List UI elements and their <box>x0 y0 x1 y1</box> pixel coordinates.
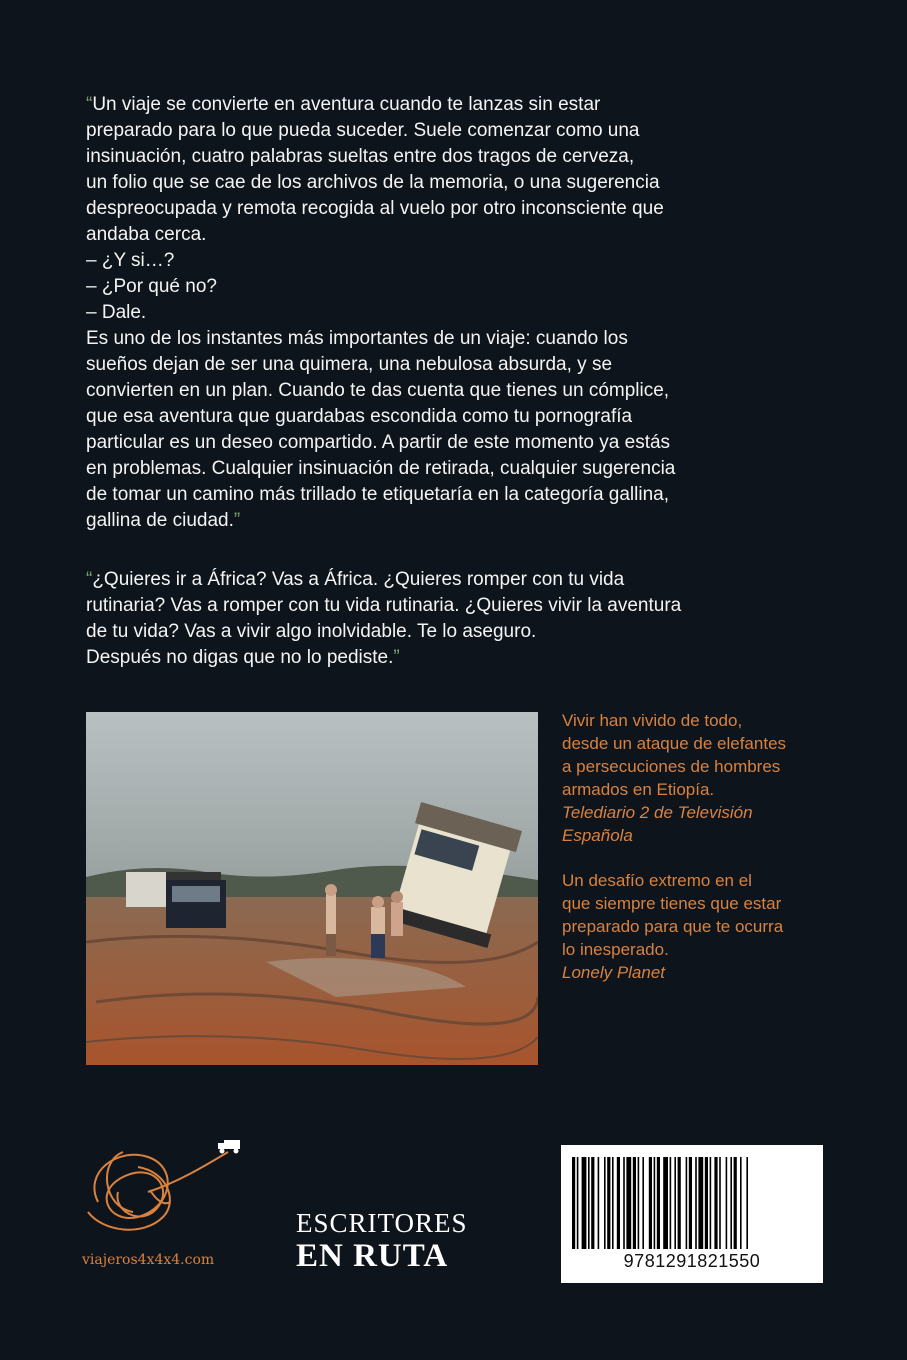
barcode-bar <box>714 1157 717 1249</box>
quote-line <box>86 593 786 619</box>
quote-line <box>86 645 786 671</box>
scribble-globe-icon <box>78 1132 248 1252</box>
quote-line <box>86 300 786 326</box>
barcode-bar <box>670 1157 672 1249</box>
barcode-bar <box>638 1157 640 1249</box>
quote-line <box>86 378 786 404</box>
open-quote-mark: “ <box>86 569 93 590</box>
quote-line-text: Es uno de los instantes más importantes de un viaje: cuando los <box>86 328 628 349</box>
quote-line-text: un folio que se cae de los archivos de la memoria, o una sugerencia <box>86 172 660 193</box>
quote-line <box>86 456 786 482</box>
quote-line-text: en problemas. Cualquier insinuación de retirada, cualquier sugerencia <box>86 458 676 479</box>
barcode-bar <box>663 1157 668 1249</box>
imprint-line2: EN RUTA <box>296 1238 449 1274</box>
quote-line <box>86 508 786 534</box>
isbn-barcode <box>561 1145 823 1283</box>
quote-line <box>86 92 786 118</box>
quote-line <box>86 144 786 170</box>
quote-line <box>86 482 786 508</box>
barcode-bar <box>674 1157 676 1249</box>
quote-line <box>86 430 786 456</box>
escritores-en-ruta-logo <box>296 1208 496 1274</box>
quote-line-text: Un viaje se convierte en aventura cuando te lanzas sin estar <box>92 94 601 115</box>
review-line: a persecuciones de hombres <box>562 757 781 776</box>
barcode-bar <box>649 1157 652 1249</box>
quote-line-text: que esa aventura que guardabas escondida como tu pornografía <box>86 406 633 427</box>
quote-line <box>86 118 786 144</box>
review-line: Un desafío extremo en el <box>562 871 752 890</box>
barcode-bar <box>582 1157 587 1249</box>
review-line: armados en Etiopía. <box>562 780 715 799</box>
close-quote-mark: ” <box>393 647 400 668</box>
quote-line-text: de tomar un camino más trillado te etiquetaría en la categoría gallina, <box>86 484 669 505</box>
quote-line-text: insinuación, cuatro palabras sueltas entre dos tragos de cerveza, <box>86 146 635 167</box>
barcode-bar <box>657 1157 660 1249</box>
barcode-bar <box>689 1157 692 1249</box>
review-line: lo inesperado. <box>562 940 669 959</box>
review-line: que siempre tienes que estar <box>562 894 782 913</box>
cover-photo-stuck-truck <box>86 712 538 1065</box>
review-source: Española <box>562 826 633 845</box>
quote-line <box>86 196 786 222</box>
quote-line-text: despreocupada y remota recogida al vuelo por otro inconsciente que <box>86 198 664 219</box>
truck-icon <box>218 1140 240 1154</box>
quote-line <box>86 404 786 430</box>
barcode-bar <box>633 1157 636 1249</box>
quote-line-text: Después no digas que no lo pediste. <box>86 647 394 668</box>
barcode-bar <box>607 1157 610 1249</box>
barcode-bar <box>626 1157 631 1249</box>
main-quote <box>86 92 786 534</box>
open-quote-mark: “ <box>86 94 93 115</box>
barcode-bars <box>572 1157 812 1249</box>
quote-line-text: convierten en un plan. Cuando te das cuenta que tienes un cómplice, <box>86 380 670 401</box>
quote-line <box>86 170 786 196</box>
quote-line-text: – ¿Y si…? <box>86 250 175 271</box>
review-source: Lonely Planet <box>562 963 666 982</box>
quote-line <box>86 248 786 274</box>
publisher-url: viajeros4x4x4.com <box>82 1252 215 1268</box>
review-line: desde un ataque de elefantes <box>562 734 787 753</box>
press-reviews <box>562 709 812 984</box>
barcode-bar <box>746 1157 748 1249</box>
barcode-bar <box>726 1157 728 1249</box>
quote-line-text: andaba cerca. <box>86 224 207 245</box>
secondary-quote <box>86 567 786 671</box>
barcode-bar <box>642 1157 644 1249</box>
quote-line <box>86 326 786 352</box>
quote-line <box>86 567 786 593</box>
quote-line <box>86 274 786 300</box>
barcode-bar <box>598 1157 600 1249</box>
viajeros-logo <box>78 1132 248 1277</box>
quote-line-text: particular es un deseo compartido. A partir de este momento ya estás <box>86 432 671 453</box>
quote-line-text: de tu vida? Vas a vivir algo inolvidable. Te lo aseguro. <box>86 621 537 642</box>
imprint-line1: ESCRITORES <box>296 1208 468 1238</box>
close-quote-mark: ” <box>233 510 241 531</box>
quote-line-text: ¿Quieres ir a África? Vas a África. ¿Quieres romper con tu vida <box>92 569 625 590</box>
barcode-bar <box>572 1157 575 1249</box>
isbn-number: 9781291821550 <box>623 1251 761 1271</box>
quote-line-text: rutinaria? Vas a romper con tu vida rutinaria. ¿Quieres vivir la aventura <box>86 595 682 616</box>
quote-line-text: preparado para lo que pueda suceder. Suele comenzar como una <box>86 120 640 141</box>
barcode-bar <box>588 1157 590 1249</box>
barcode-bar <box>591 1157 594 1249</box>
barcode-bar <box>710 1157 712 1249</box>
barcode-bar <box>678 1157 681 1249</box>
review-line: Vivir han vivido de todo, <box>562 711 743 730</box>
review-source: Telediario 2 de Televisión <box>562 803 753 822</box>
quote-line <box>86 619 786 645</box>
quote-line-text: gallina de ciudad. <box>86 510 234 531</box>
quote-line <box>86 352 786 378</box>
barcode-bar <box>654 1157 656 1249</box>
quote-line-text: – ¿Por qué no? <box>86 276 217 297</box>
barcode-bar <box>604 1157 606 1249</box>
barcode-bar <box>612 1157 614 1249</box>
barcode-bar <box>577 1157 579 1249</box>
barcode-bar <box>705 1157 708 1249</box>
review-line: preparado para que te ocurra <box>562 917 784 936</box>
barcode-bar <box>698 1157 703 1249</box>
barcode-bar <box>730 1157 732 1249</box>
barcode-bar <box>686 1157 688 1249</box>
quote-line-text: sueños dejan de ser una quimera, una nebulosa absurda, y se <box>86 354 613 375</box>
quote-line-text: – Dale. <box>86 302 147 323</box>
quote-line <box>86 222 786 248</box>
barcode-bar <box>617 1157 620 1249</box>
barcode-bar <box>695 1157 697 1249</box>
barcode-bar <box>719 1157 721 1249</box>
barcode-bar <box>623 1157 625 1249</box>
barcode-bar <box>734 1157 737 1249</box>
barcode-bar <box>740 1157 742 1249</box>
